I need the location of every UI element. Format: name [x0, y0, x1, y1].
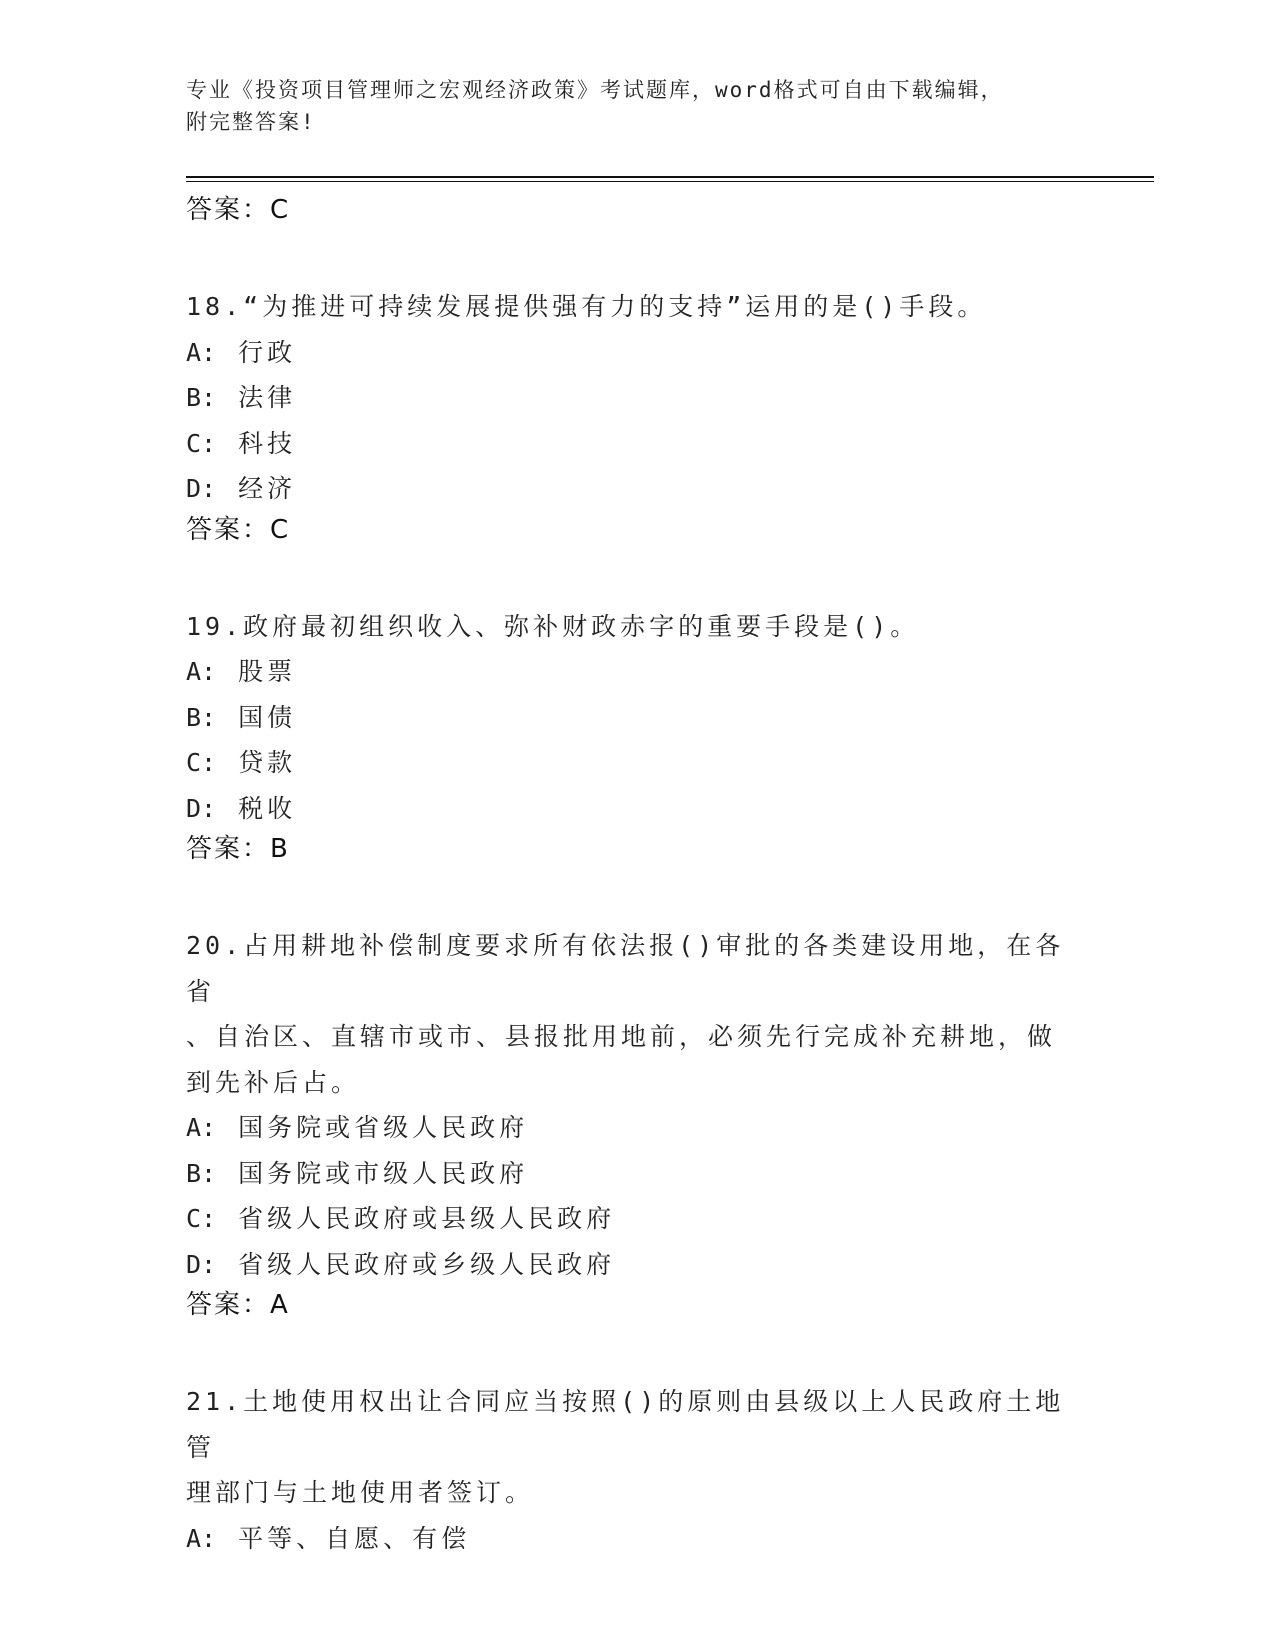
option-d: D: 经济 — [186, 474, 297, 503]
question-text-line-1: 21.土地使用权出让合同应当按照()的原则由县级以上人民政府土地管 — [186, 1387, 1065, 1462]
option-d: D: 税收 — [186, 793, 297, 823]
header-divider — [186, 176, 1154, 178]
option-a: A: 股票 — [186, 657, 297, 686]
option-c: C: 贷款 — [186, 748, 297, 777]
option-c: C: 省级人民政府或县级人民政府 — [186, 1204, 616, 1233]
option-b: B: 国务院或市级人民政府 — [186, 1158, 529, 1188]
question-block-19 — [186, 604, 1086, 868]
question-text: 18.“为推进可持续发展提供强有力的支持”运用的是()手段。 — [186, 292, 987, 321]
question-block-20 — [186, 923, 1086, 1323]
question-text-line-2: 理部门与土地使用者签订。 — [186, 1478, 535, 1507]
answer: 答案：B — [186, 834, 290, 864]
option-a: A: 行政 — [186, 337, 297, 367]
page-header — [186, 74, 1086, 138]
answer: 答案：C — [186, 514, 291, 545]
question-block-18 — [186, 284, 1086, 548]
question-text-line-1: 20.占用耕地补偿制度要求所有依法报()审批的各类建设用地，在各省 — [186, 931, 1065, 1006]
option-c: C: 科技 — [186, 428, 297, 458]
option-a: A: 平等、自愿、有偿 — [186, 1523, 471, 1553]
header-divider-thin — [186, 181, 1154, 182]
option-b: B: 法律 — [186, 383, 297, 412]
question-block-21 — [186, 1379, 1086, 1561]
exam-content — [186, 192, 1086, 1561]
header-line-1: 专业《投资项目管理师之宏观经济政策》考试题库，word格式可自由下载编辑， — [186, 78, 1004, 102]
option-b: B: 国债 — [186, 702, 297, 732]
answer: 答案：A — [186, 1290, 290, 1320]
option-d: D: 省级人民政府或乡级人民政府 — [186, 1249, 616, 1279]
question-text-line-2: 、自治区、直辖市或市、县报批用地前，必须先行完成补充耕地，做 — [186, 1022, 1057, 1051]
header-line-2: 附完整答案! — [186, 110, 316, 134]
previous-answer: 答案：C — [186, 195, 291, 225]
question-text: 19.政府最初组织收入、弥补财政赤字的重要手段是()。 — [186, 611, 920, 641]
option-a: A: 国务院或省级人民政府 — [186, 1113, 529, 1142]
question-text-line-3: 到先补后占。 — [186, 1067, 361, 1097]
